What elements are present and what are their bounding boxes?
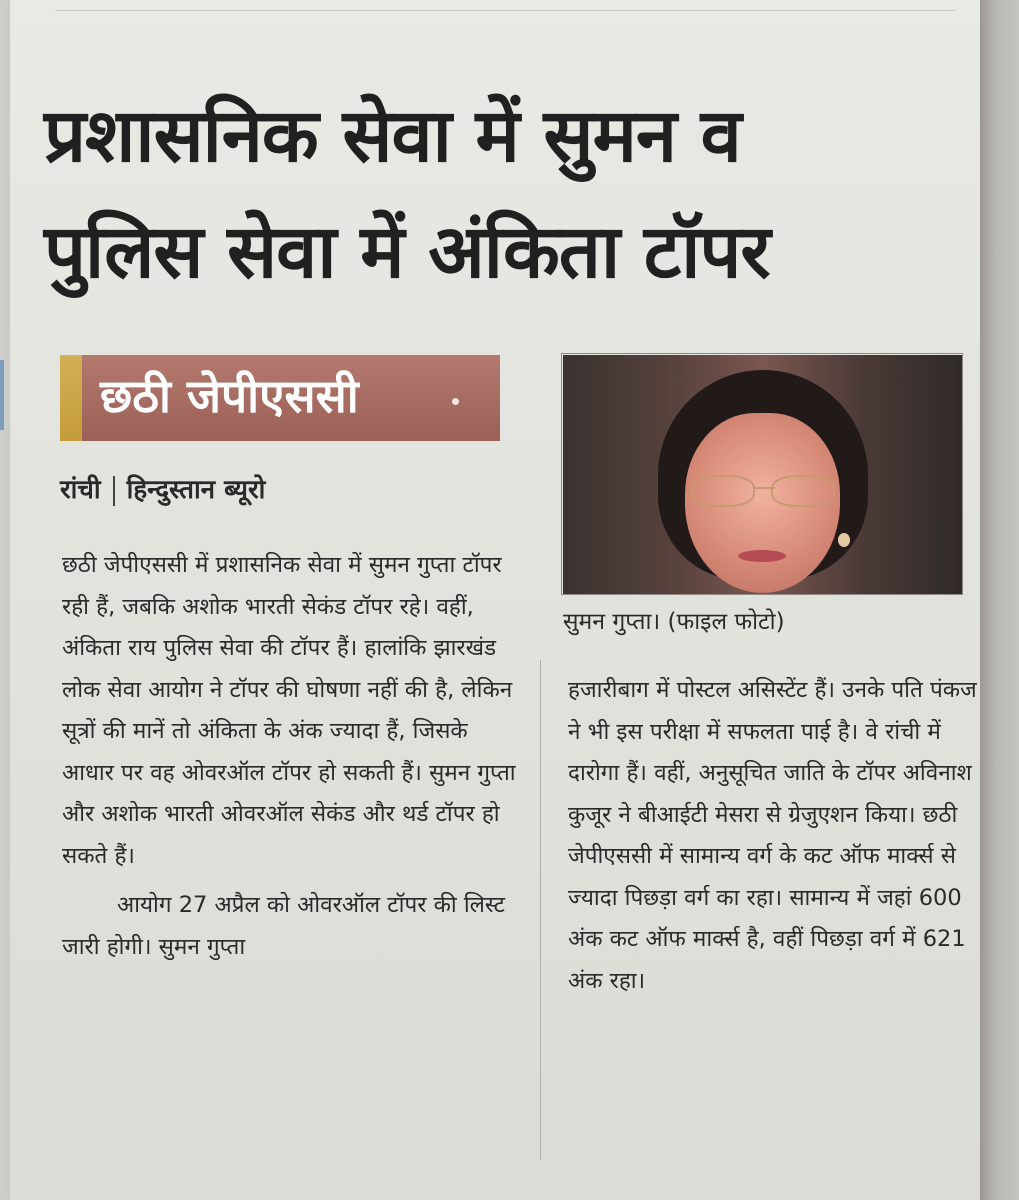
article-column-1 (62, 545, 517, 968)
page-right-edge (980, 0, 1019, 1200)
article-paragraph: हजारीबाग में पोस्टल असिस्टेंट हैं। उनके पति पंकज ने भी इस परीक्षा में सफलता पाई है। वे रांची में दारोगा हैं। वहीं, अनुसूचित जाति के टॉपर अविनाश कुजूर ने बीआईटी मेसरा से ग्रेजुएशन किया। छठी जेपीएससी में सामान्य वर्ग के कट ऑफ मार्क्स से ज्यादा पिछड़ा वर्ग का रहा। सामान्य में जहां 600 अंक कट ऑफ मार्क्स है, वहीं पिछड़ा वर्ग में 621 अंक रहा। (568, 677, 977, 994)
byline-bureau: हिन्दुस्तान ब्यूरो (126, 475, 266, 505)
headline (44, 78, 964, 310)
byline-separator (113, 476, 115, 506)
section-tag-dot (452, 398, 459, 405)
section-tag-stripe (60, 355, 82, 441)
article-paragraph: छठी जेपीएससी में प्रशासनिक सेवा में सुमन गुप्ता टॉपर रही हैं, जबकि अशोक भारती सेकंड टॉपर रहे। वहीं, अंकिता राय पुलिस सेवा की टॉपर हैं। हालांकि झारखंड लोक सेवा आयोग ने टॉपर की घोषणा नहीं की है, लेकिन सूत्रों की मानें तो अंकिता के अंक ज्यादा हैं, जिसके आधार पर वह ओवरऑल टॉपर हो सकती हैं। सुमन गुप्ता और अशोक भारती ओवरऑल सेकंड और थर्ड टॉपर हो सकते हैं। (62, 552, 516, 869)
page-left-edge (0, 0, 10, 1200)
margin-mark (0, 360, 4, 430)
photo-frame (561, 353, 963, 595)
column-divider (540, 660, 541, 1160)
article-column-2 (568, 670, 988, 1002)
article-paragraph: आयोग 27 अप्रैल को ओवरऑल टॉपर की लिस्ट जारी होगी। सुमन गुप्ता (62, 892, 506, 960)
byline (60, 470, 265, 506)
byline-place: रांची (60, 475, 101, 505)
headline-line-2: पुलिस सेवा में अंकिता टॉपर (44, 209, 770, 295)
photo-caption: सुमन गुप्ता। (फाइल फोटो) (563, 609, 785, 635)
top-rule (55, 0, 955, 11)
section-tag-label: छठी जेपीएससी (100, 369, 359, 423)
headline-line-1: प्रशासनिक सेवा में सुमन व (44, 93, 741, 179)
